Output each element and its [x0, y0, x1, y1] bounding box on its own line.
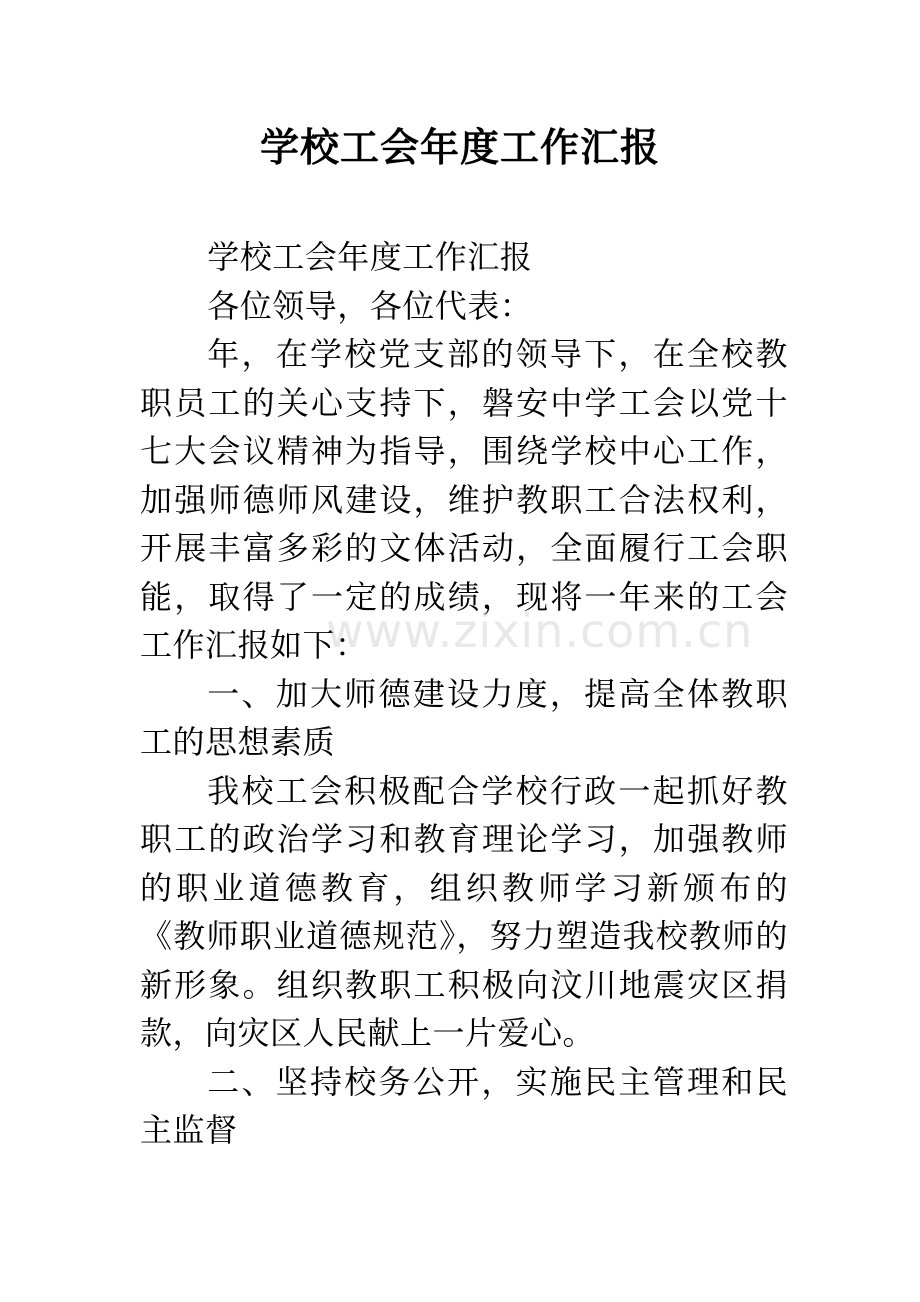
body-paragraph-heading: 学校工会年度工作汇报 [207, 238, 533, 276]
document-title: 学校工会年度工作汇报 [259, 125, 660, 171]
document-body [140, 233, 788, 1155]
watermark: www.zixin.com.cn [326, 604, 754, 658]
body-paragraph-section-1: 我校工会积极配合学校行政一起抓好教职工的政治学习和教育理论学习，加强教师的职业道德教育，组织教师学习新颁布的《教师职业道德规范》，努力塑造我校教师的新形象。组织教职工积极向汶川地震灾区捐款，向灾区人民献上一片爱心。 [140, 771, 788, 1052]
body-paragraph-intro: 年，在学校党支部的领导下，在全校教职员工的关心支持下，磐安中学工会以党十七大会议精神为指导，围绕学校中心工作，加强师德师风建设，维护教职工合法权利，开展丰富多彩的文体活动，全面履行工会职能，取得了一定的成绩，现将一年来的工会工作汇报如下： [140, 335, 788, 664]
body-paragraph-salutation: 各位领导，各位代表： [207, 286, 533, 325]
section-heading-2: 二、坚持校务公开，实施民主管理和民主监督 [140, 1062, 788, 1149]
section-heading-1: 一、加大师德建设力度，提高全体教职工的思想素质 [140, 674, 788, 761]
